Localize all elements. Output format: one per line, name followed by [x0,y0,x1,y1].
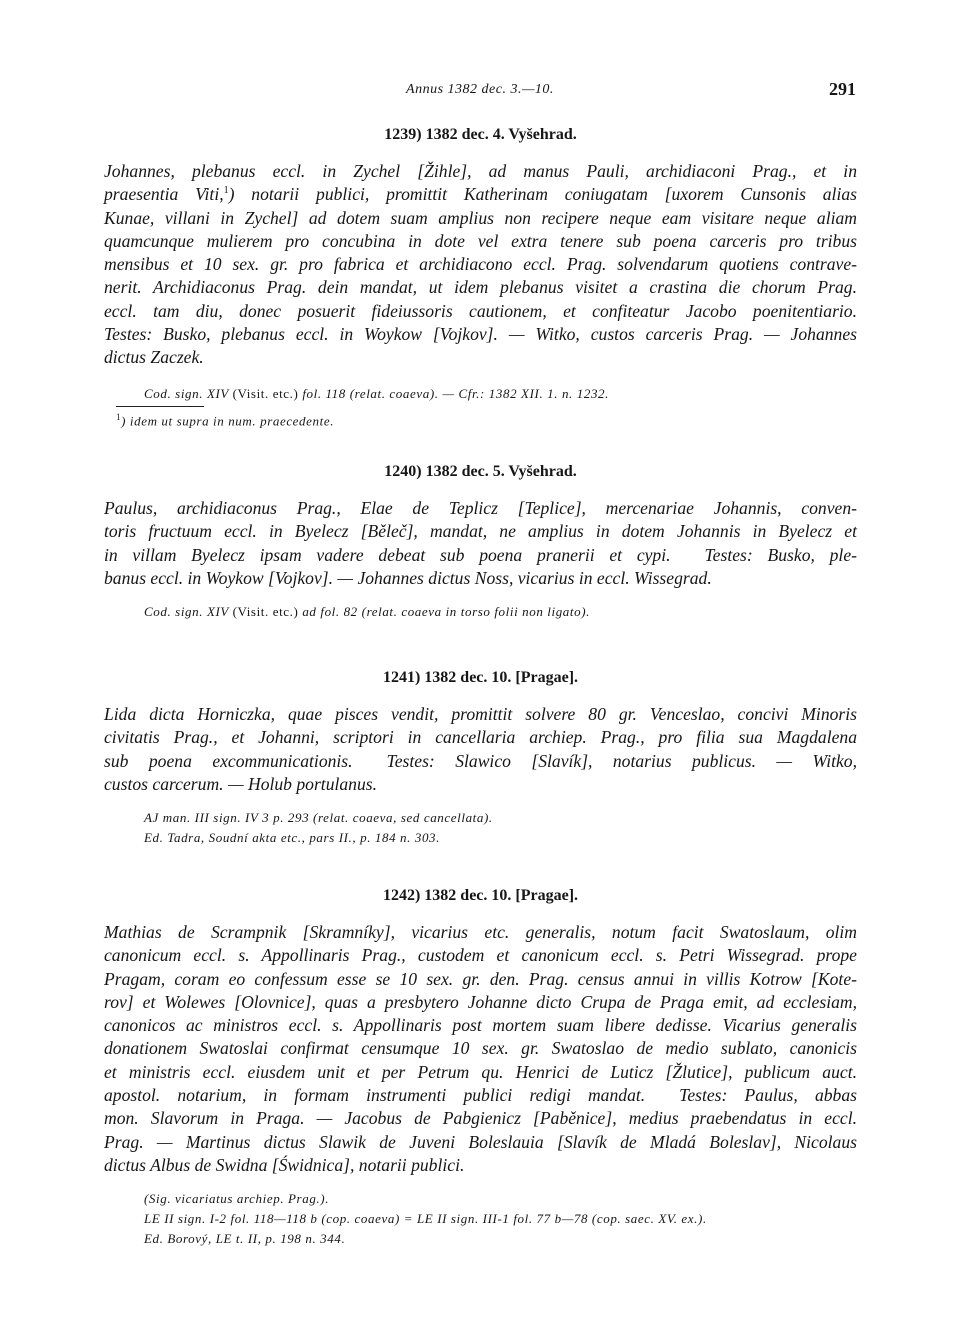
source-citation: Cod. sign. XIV (Visit. etc.) ad fol. 82 (relat. coaeva in torso folii non ligato). [144,604,590,620]
entry-text [104,921,857,1177]
entry-1240 [104,461,857,622]
text-line: sub poena excommunicationis. Testes: Slawico [Slavík], notarius publicus. — Witko, [104,750,857,771]
text-line: mon. Slavorum in Praga. — Jacobus de Pabgienicz [Paběnice], medius praebendatus in eccl. [104,1108,857,1129]
source-citation: Cod. sign. XIV (Visit. etc.) fol. 118 (relat. coaeva). — Cfr.: 1382 XII. 1. n. 1232. [144,385,609,401]
text-line: dictus Zaczek. [104,347,204,368]
text-line: Paulus, archidiaconus Prag., Elae de Teplicz [Teplice], mercenariae Johannis, conven- [104,498,857,518]
text-line: Kunae, villani in Zychel] ad dotem suam amplius non recipere neque eam visitare neque aliam [104,207,857,228]
source-citation: AJ man. III sign. IV 3 p. 293 (relat. coaeva, sed cancellata). Ed. Tadra, Soudní akta etc., pars II., p. 184 n. 303. [144,810,493,846]
text-line: mensibus et 10 sex. gr. pro fabrica et archidiacono eccl. Prag. solvendarum quotiens contrave- [104,254,857,275]
entry-date-place: 1382 dec. 5. Vyšehrad. [425,463,577,480]
footnote: $^1$) idem ut supra in num. praecedente. [116,411,335,428]
text-line: Pragam, coram eo confessum esse se 10 sex. gr. den. Prag. census annui in villis Kotrow [Kote- [104,968,857,989]
entry-heading [104,461,857,483]
entry-number: 1241) [382,669,421,686]
text-line: in villam Byelecz ipsam vadere debeat sub poena pranerii et cypi. Testes: Busko, ple- [104,544,857,565]
text-line: Testes: Busko, plebanus eccl. in Woykow [Vojkov]. — Witko, custos carceris Prag. — Johannes [104,324,857,345]
source-citation: (Sig. vicariatus archiep. Prag.). LE II sign. I-2 fol. 118—118 b (cop. coaeva) = LE II sign. III-1 fol. 77 b—78 (cop. saec. XV. ex.). Ed. Borový, LE t. II, p. 198 n. 344. [144,1191,707,1247]
entry-1242 [104,885,857,1249]
text-line: Lida dicta Horniczka, quae pisces vendit, promittit solvere 80 gr. Venceslao, concivi Minoris [104,704,857,724]
entry-text [104,703,857,796]
text-line: banus eccl. in Woykow [Vojkov]. — Johannes dictus Noss, vicarius in eccl. Wissegrad. [104,567,712,588]
page-header [104,76,856,104]
entry-1241 [104,667,857,848]
entry-number: 1240) [384,463,422,480]
entry-date-place: 1382 dec. 10. [Pragae]. [424,669,579,686]
text-line: custos carcerum. — Holub portulanus. [104,773,378,794]
running-head: Annus 1382 dec. 3.—10. [406,82,554,97]
entry-date-place: 1382 dec. 4. Vyšehrad. [425,126,577,143]
text-line: donationem Swatoslai confirmat censumque 10 sex. gr. Swatoslao de medio sublato, canonicis [104,1038,857,1059]
text-line: Johannes, plebanus eccl. in Zychel [Žihle], ad manus Pauli, archidiaconi Prag., et in [104,161,857,181]
text-line: civitatis Prag., et Johanni, scriptori in cancellaria archiep. Prag., pro filia sua Magdalena [104,727,857,748]
text-line: quamcunque mulierem pro concubina in dote vel extra tenere sub poena carceris pro tribus [104,230,857,251]
text-line: toris fructuum eccl. in Byelecz [Běleč], mandat, ne amplius in dotem Johannis in Byelecz et [104,521,857,542]
entry-number: 1239) [384,126,422,143]
text-line: Prag. — Martinus dictus Slawik de Juveni Boleslauia [Slavík de Mladá Boleslav], Nicolaus [104,1131,857,1152]
text-line: canonicum eccl. s. Appollinaris Prag., custodem et canonicum eccl. s. Petri Wissegrad. prope [104,945,857,966]
text-line: canonicos ac ministros eccl. s. Appollinaris post mortem suam libere dedisse. Vicarius generalis [104,1015,857,1036]
text-line: et ministris eccl. eiusdem unit et per Petrum qu. Henrici de Luticz [Žlutice], publicum auct. [104,1061,857,1082]
entry-text [104,160,857,370]
text-line: dictus Albus de Swidna [Świdnica], notarii publici. [104,1154,465,1175]
text-line: eccl. tam diu, donec posuerit fideiussoris cautionem, et confiteatur Jacobo poenitentiario. [104,300,857,321]
entry-text [104,497,857,590]
text-line: Mathias de Scrampnik [Skramníky], vicarius etc. generalis, notum facit Swatoslaum, olim [104,922,857,942]
entry-number: 1242) [382,887,421,904]
text-line: apostol. notarium, in formam instrumenti publici redigi mandat. Testes: Paulus, abbas [104,1085,857,1106]
entry-heading [104,885,857,907]
footnote-ref: 1 [223,185,229,197]
text-line: rov] et Wolewes [Olovnice], quas a presbytero Johanne dicto Crupa de Praga emit, ad ecclesiam, [104,991,857,1012]
text-line: nerit. Archidiaconus Prag. dein mandat, ut idem plebanus visitet a crastina die chorum Prag. [104,277,857,298]
entry-heading [104,124,857,146]
entry-heading [104,667,857,689]
text-line: praesentia Viti,$^1$) notarii publici, promittit Katherinam coniugatam [uxorem Cunsonis alias [104,184,857,205]
page-number: 291 [829,79,856,99]
entry-date-place: 1382 dec. 10. [Pragae]. [424,887,579,904]
entry-1239 [104,124,857,431]
